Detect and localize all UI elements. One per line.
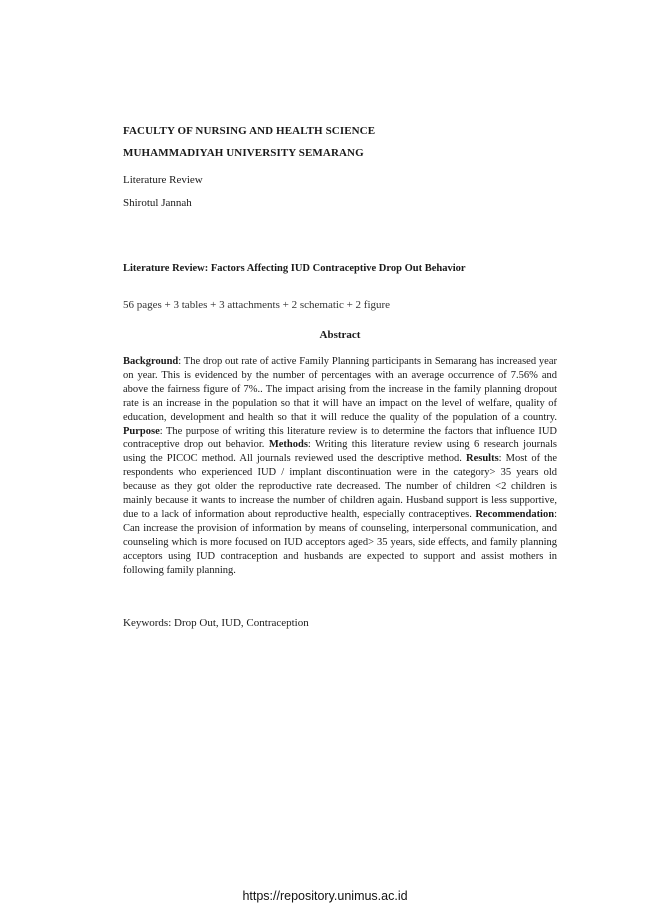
results-label: Results <box>465 453 499 465</box>
repository-url[interactable]: https://repository.unimus.ac.id <box>242 889 408 903</box>
author-name: Shirotul Jannah <box>123 197 192 209</box>
document-title: Literature Review: Factors Affecting IUD Contraceptive Drop Out Behavior <box>123 263 466 274</box>
results-text: : Most of the respondents who experienced IUD / implant discontinuation were in the category> 35 years old because as they got older the reproductive rate decreased. The number of children <2 children is mainly because it wants to increase the number of children again. Husband support is less supportive, due to a lack of information about reproductive health, especially contraceptives. <box>123 453 557 520</box>
methods-label: Methods <box>268 439 308 451</box>
faculty-heading: FACULTY OF NURSING AND HEALTH SCIENCE <box>123 125 376 137</box>
recommendation-text: : Can increase the provision of information by means of counseling, interpersonal communication, and counseling which is more focused on IUD acceptors aged> 35 years, side effects, and family planning acceptors using IUD contraception and husbands are expected to support and assist mothers in following family planning. <box>123 508 557 576</box>
abstract-body <box>123 355 557 578</box>
university-heading: MUHAMMADIYAH UNIVERSITY SEMARANG <box>123 147 364 159</box>
recommendation-label: Recommendation <box>475 508 555 520</box>
background-text: : The drop out rate of active Family Planning participants in Semarang has increased year on year. This is evidenced by the number of percentages with an average occurrence of 7.56% and above the fairness figure of 7%.. The impact arising from the increase in the family planning dropout rate is an increase in the population so that it will have an impact on the level of welfare, quality of education, development and health so that it will reduce the quality of the population of a country. <box>123 356 557 423</box>
document-type: Literature Review <box>123 174 203 186</box>
methods-text: : Writing this literature review using 6 research journals using the PICOC method. All journals reviewed used the descriptive method. <box>123 439 557 465</box>
purpose-text: : The purpose of writing this literature review is to determine the factors that influence IUD contraceptive drop out behavior. <box>123 425 557 451</box>
purpose-label: Purpose <box>123 425 160 437</box>
keywords: Keywords: Drop Out, IUD, Contraception <box>123 617 309 629</box>
pages-info: 56 pages + 3 tables + 3 attachments + 2 schematic + 2 figure <box>123 299 391 311</box>
background-label: Background <box>123 356 179 367</box>
abstract-heading: Abstract <box>319 329 361 341</box>
